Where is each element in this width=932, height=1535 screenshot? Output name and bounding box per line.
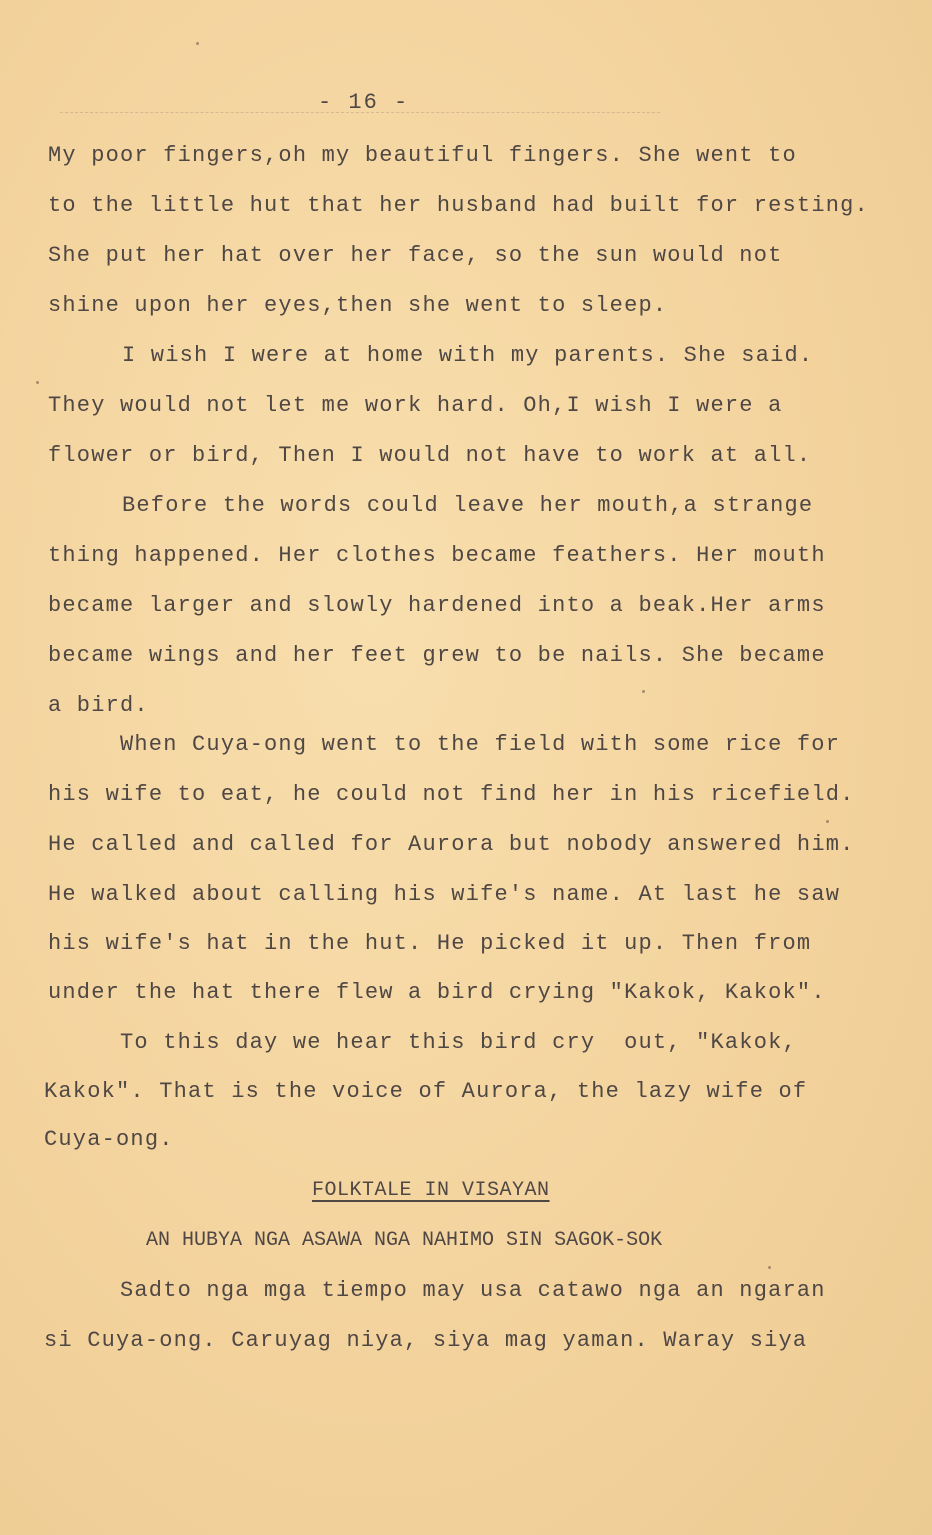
body-line: When Cuya-ong went to the field with some rice for <box>120 732 841 757</box>
body-line: My poor fingers,oh my beautiful fingers. She went to <box>48 143 797 168</box>
section-subheading: AN HUBYA NGA ASAWA NGA NAHIMO SIN SAGOK-SOK <box>146 1229 663 1252</box>
body-line: thing happened. Her clothes became feathers. Her mouth <box>48 543 826 568</box>
body-line: Kakok". That is the voice of Aurora, the lazy wife of <box>44 1079 808 1104</box>
body-line: a bird. <box>48 693 149 718</box>
body-line: became wings and her feet grew to be nails. She became <box>48 643 826 668</box>
paper-speck <box>36 381 39 384</box>
body-line: She put her hat over her face, so the sun would not <box>48 243 783 268</box>
body-line: I wish I were at home with my parents. She said. <box>122 343 814 368</box>
body-line: They would not let me work hard. Oh,I wish I were a <box>48 393 783 418</box>
body-line: became larger and slowly hardened into a beak.Her arms <box>48 593 826 618</box>
visayan-line: Sadto nga mga tiempo may usa catawo nga an ngaran <box>120 1278 826 1303</box>
visayan-line: si Cuya-ong. Caruyag niya, siya mag yaman. Waray siya <box>44 1328 808 1353</box>
body-line: Cuya-ong. <box>44 1127 174 1152</box>
body-line: To this day we hear this bird cry out, "Kakok, <box>120 1030 797 1055</box>
paper-speck <box>826 820 829 823</box>
paper-speck <box>768 1266 771 1269</box>
body-line: to the little hut that her husband had built for resting. <box>48 193 869 218</box>
body-line: under the hat there flew a bird crying "Kakok, Kakok". <box>48 980 826 1005</box>
body-line: shine upon her eyes,then she went to sleep. <box>48 293 668 318</box>
section-heading: FOLKTALE IN VISAYAN <box>312 1179 550 1202</box>
body-line: his wife's hat in the hut. He picked it up. Then from <box>48 931 812 956</box>
paper-speck <box>642 690 645 693</box>
body-line: He called and called for Aurora but nobody answered him. <box>48 832 855 857</box>
body-line: Before the words could leave her mouth,a strange <box>122 493 814 518</box>
paper-speck <box>196 42 199 45</box>
body-line: his wife to eat, he could not find her in his ricefield. <box>48 782 855 807</box>
page-number: - 16 - <box>318 90 410 115</box>
body-line: He walked about calling his wife's name. At last he saw <box>48 882 841 907</box>
body-line: flower or bird, Then I would not have to work at all. <box>48 443 812 468</box>
